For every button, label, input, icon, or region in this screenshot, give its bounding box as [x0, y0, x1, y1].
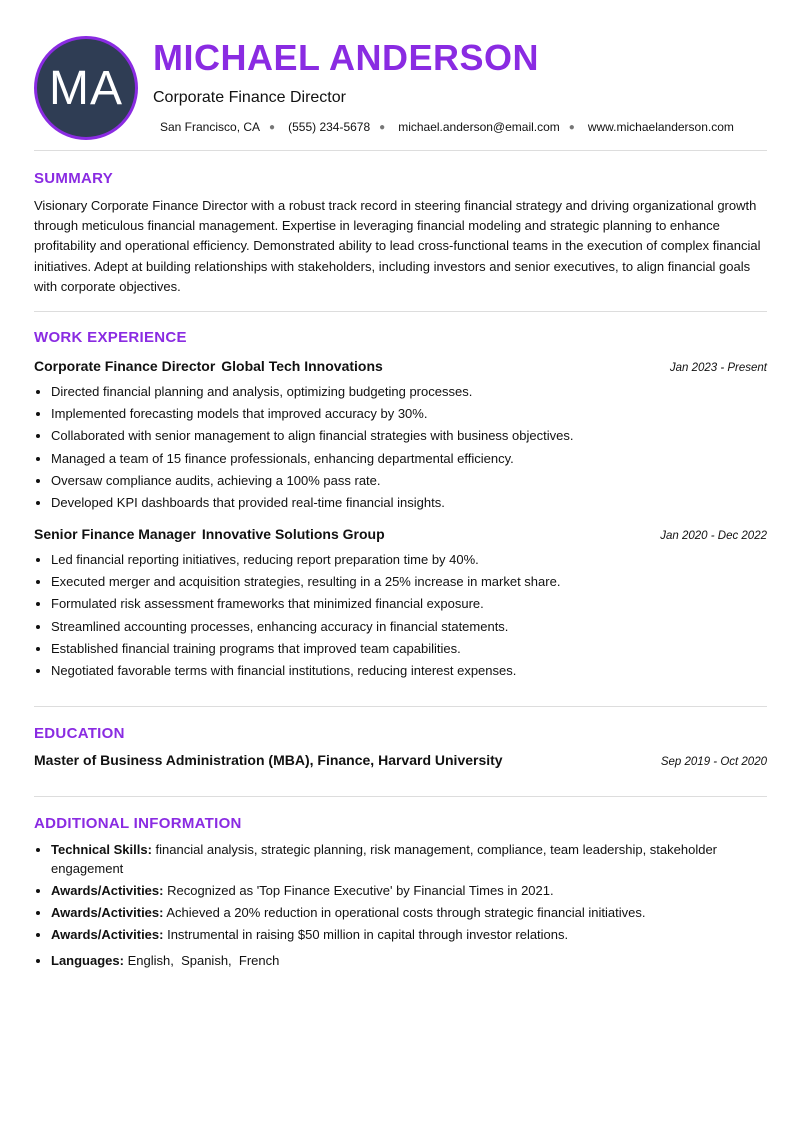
list-item: • Formulated risk assessment frameworks that minimized financial exposure.: [51, 593, 784, 615]
education-degree: Master of Business Administration (MBA), Finance, Harvard University: [34, 752, 503, 768]
job-company: Innovative Solutions Group: [201, 526, 385, 542]
item-label: Awards/Activities:: [51, 927, 164, 942]
summary-heading: SUMMARY: [34, 170, 114, 187]
item-label: Technical Skills:: [51, 842, 152, 857]
list-item: • Executed merger and acquisition strategies, resulting in a 25% increase in market share.: [51, 571, 784, 593]
work-experience-heading: WORK EXPERIENCE: [34, 329, 187, 346]
list-item: • Negotiated favorable terms with financial institutions, reducing interest expenses.: [51, 660, 784, 682]
item-text: Recognized as 'Top Finance Executive' by Financial Times in 2021.: [167, 883, 554, 898]
additional-info-list: [34, 840, 784, 973]
list-item: [51, 951, 784, 970]
job-role: Corporate Finance Director: [34, 358, 216, 374]
education-entry: [34, 752, 767, 768]
job-bullets: [34, 549, 784, 682]
list-item: • Directed financial planning and analysis, optimizing budgeting processes.: [51, 381, 784, 403]
list-item: • Developed KPI dashboards that provided real-time financial insights.: [51, 492, 784, 514]
item-text: English, Spanish, French: [127, 953, 280, 968]
divider: [34, 796, 767, 797]
item-label: Awards/Activities:: [51, 883, 164, 898]
list-item: [51, 925, 784, 944]
additional-info-heading: ADDITIONAL INFORMATION: [34, 815, 242, 832]
contact-email[interactable]: michael.anderson@email.com: [398, 120, 560, 134]
list-item: • Established financial training programs that improved team capabilities.: [51, 638, 784, 660]
avatar-initials: MA: [49, 61, 123, 115]
job-header: [34, 526, 767, 542]
job-dates: Jan 2020 - Dec 2022: [660, 530, 767, 542]
candidate-name: MICHAEL ANDERSON: [153, 37, 540, 78]
divider: [34, 311, 767, 312]
list-item: • Streamlined accounting processes, enhancing accuracy in financial statements.: [51, 616, 784, 638]
list-item: • Led financial reporting initiatives, reducing report preparation time by 40%.: [51, 549, 784, 571]
list-item: [51, 840, 784, 878]
separator-dot-icon: ●: [568, 121, 575, 133]
contact-location: San Francisco, CA: [160, 120, 261, 134]
list-item: • Implemented forecasting models that improved accuracy by 30%.: [51, 403, 784, 425]
job-dates: Jan 2023 - Present: [669, 362, 767, 374]
job-bullets: [34, 381, 784, 514]
item-label: Awards/Activities:: [51, 905, 164, 920]
avatar: [34, 36, 138, 140]
education-heading: EDUCATION: [34, 725, 125, 742]
item-text: Achieved a 20% reduction in operational costs through strategic financial initiatives.: [166, 905, 646, 920]
contact-info: [160, 120, 734, 134]
contact-website[interactable]: www.michaelanderson.com: [587, 120, 734, 134]
job-company: Global Tech Innovations: [221, 358, 383, 374]
list-item: • Collaborated with senior management to align financial strategies with business objectives.: [51, 425, 784, 447]
education-dates: Sep 2019 - Oct 2020: [660, 756, 767, 768]
separator-dot-icon: ●: [379, 121, 386, 133]
item-label: Languages:: [51, 953, 124, 968]
contact-phone: (555) 234-5678: [288, 120, 371, 134]
summary-text: Visionary Corporate Finance Director with a robust track record in steering financial strategy and driving organizational growth through meticulous financial management. Expertise in leveraging financial modeling and strategic planning to enhance profitability and operational efficiency. Demonstrated ability to lead cross-functional teams in the execution of complex financial initiatives. Adept at building relationships with stakeholders, including investors and senior executives, to align financial goals with corporate objectives.: [34, 198, 761, 294]
item-text: financial analysis, strategic planning, risk management, compliance, team leadership, stakeholder engagement: [51, 842, 718, 876]
list-item: [51, 903, 784, 922]
list-item: [51, 881, 784, 900]
separator-dot-icon: ●: [269, 121, 276, 133]
job-role: Senior Finance Manager: [34, 526, 196, 542]
divider: [34, 706, 767, 707]
item-text: Instrumental in raising $50 million in capital through investor relations.: [167, 927, 569, 942]
list-item: • Oversaw compliance audits, achieving a 100% pass rate.: [51, 470, 784, 492]
divider: [34, 150, 767, 151]
job-header: [34, 358, 767, 374]
job-title: Corporate Finance Director: [153, 89, 346, 106]
list-item: • Managed a team of 15 finance professionals, enhancing departmental efficiency.: [51, 448, 784, 470]
